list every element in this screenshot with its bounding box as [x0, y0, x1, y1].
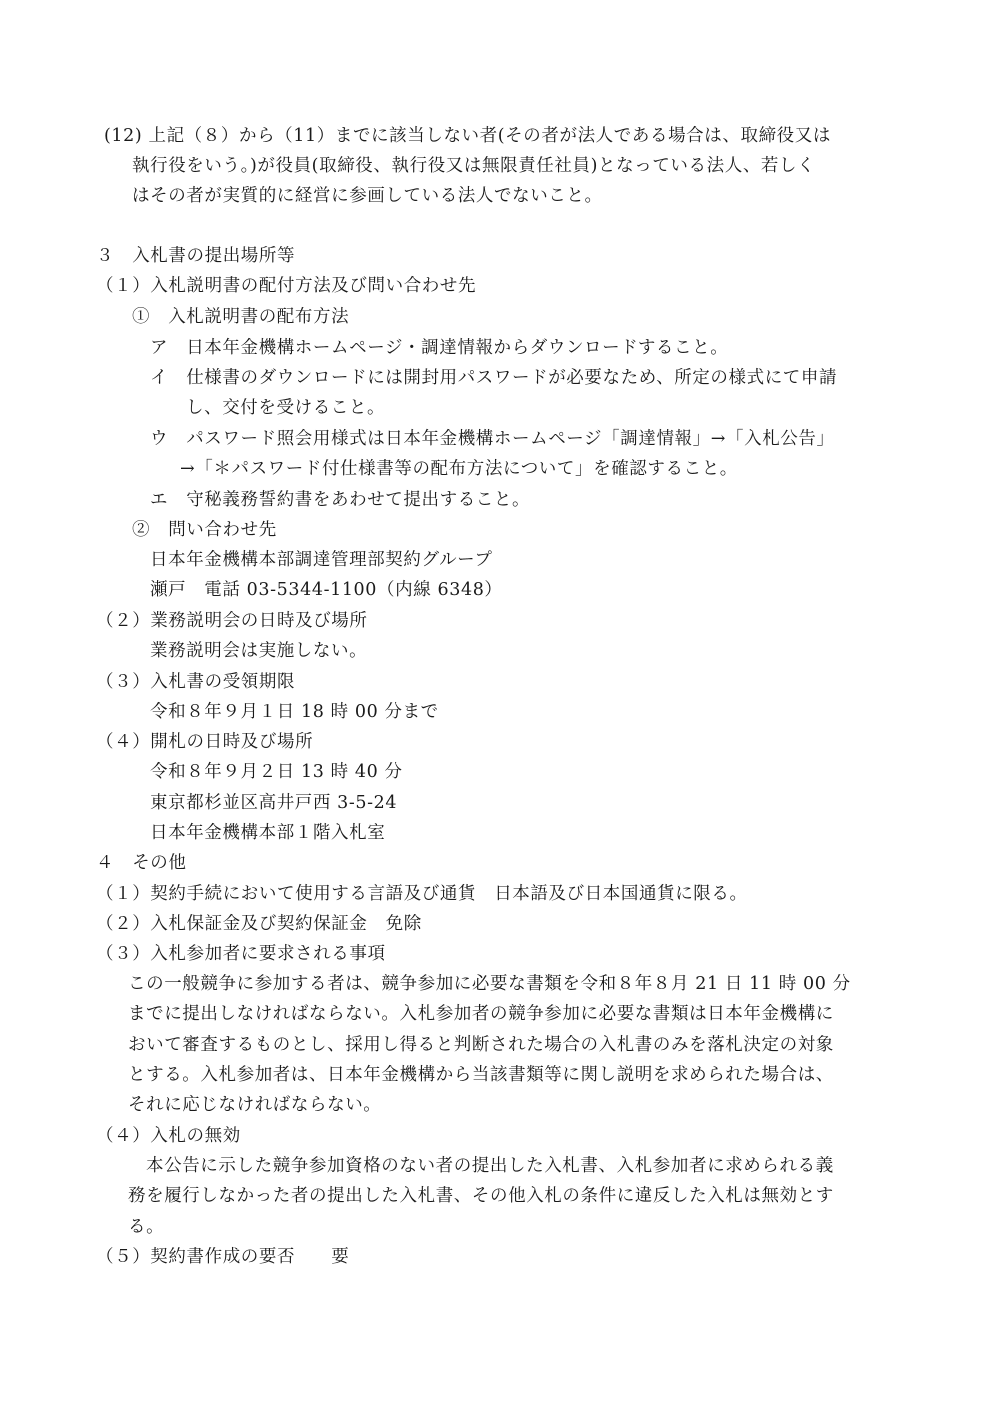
subsection-3-2-heading: （２）業務説明会の日時及び場所 [96, 611, 368, 631]
contact-organization: 日本年金機構本部調達管理部契約グループ [150, 550, 493, 570]
opening-address: 東京都杉並区高井戸西 3-5-24 [150, 793, 398, 813]
subsection-4-5: （５）契約書作成の要否 要 [96, 1247, 350, 1267]
opening-date: 令和８年９月２日 13 時 40 分 [150, 762, 403, 782]
opening-room: 日本年金機構本部１階入札室 [150, 823, 386, 843]
requirements-line-3: おいて審査するものとし、採用し得ると判断された場合の入札書のみを落札決定の対象 [128, 1035, 834, 1055]
subsection-4-3-heading: （３）入札参加者に要求される事項 [96, 944, 386, 964]
subsection-4-1: （１）契約手続において使用する言語及び通貨 日本語及び日本国通貨に限る。 [96, 884, 748, 904]
section-4-heading: ４ その他 [96, 853, 187, 873]
item-circle-2-heading: ② 問い合わせ先 [132, 520, 277, 540]
item-i-line-2: し、交付を受けること。 [186, 398, 386, 418]
requirements-line-1: この一般競争に参加する者は、競争参加に必要な書類を令和８年８月 21 日 11 時 00 分 [128, 974, 851, 994]
subsection-3-1-heading: （１）入札説明書の配付方法及び問い合わせ先 [96, 276, 477, 296]
requirements-line-2: までに提出しなければならない。入札参加者の競争参加に必要な書類は日本年金機構に [128, 1004, 834, 1024]
item-e: エ 守秘義務誓約書をあわせて提出すること。 [150, 490, 531, 510]
bid-deadline: 令和８年９月１日 18 時 00 分まで [150, 702, 439, 722]
briefing-text: 業務説明会は実施しない。 [150, 641, 368, 661]
invalid-bid-line-3: る。 [128, 1217, 165, 1237]
invalid-bid-line-2: 務を履行しなかった者の提出した入札書、その他入札の条件に違反した入札は無効とす [128, 1186, 834, 1206]
requirements-line-4: とする。入札参加者は、日本年金機構から当該書類等に関し説明を求められた場合は、 [128, 1065, 834, 1085]
item-circle-1-heading: ① 入札説明書の配布方法 [132, 307, 350, 327]
subsection-3-4-heading: （４）開札の日時及び場所 [96, 732, 314, 752]
section-3-heading: ３ 入札書の提出場所等 [96, 246, 296, 266]
subsection-4-2: （２）入札保証金及び契約保証金 免除 [96, 914, 422, 934]
subsection-3-3-heading: （３）入札書の受領期限 [96, 672, 296, 692]
item-12-line-1: (12) 上記（８）から（11）までに該当しない者(その者が法人である場合は、取締役又は [104, 126, 831, 146]
contact-person-phone: 瀬戸 電話 03-5344-1100（内線 6348） [150, 580, 503, 600]
requirements-line-5: それに応じなければならない。 [128, 1095, 382, 1115]
item-u-line-1: ウ パスワード照会用様式は日本年金機構ホームページ「調達情報」→「入札公告」 [150, 429, 835, 449]
item-12-line-3: はその者が実質的に経営に参画している法人でないこと。 [132, 186, 603, 206]
item-i-line-1: イ 仕様書のダウンロードには開封用パスワードが必要なため、所定の様式にて申請 [150, 368, 838, 388]
item-12-line-2: 執行役をいう。)が役員(取締役、執行役又は無限責任社員)となっている法人、若しく [132, 156, 816, 176]
item-u-line-2: →「＊パスワード付仕様書等の配布方法について」を確認すること。 [180, 459, 738, 479]
subsection-4-4-heading: （４）入札の無効 [96, 1126, 241, 1146]
invalid-bid-line-1: 本公告に示した競争参加資格のない者の提出した入札書、入札参加者に求められる義 [146, 1156, 834, 1176]
item-a: ア 日本年金機構ホームページ・調達情報からダウンロードすること。 [150, 338, 729, 358]
